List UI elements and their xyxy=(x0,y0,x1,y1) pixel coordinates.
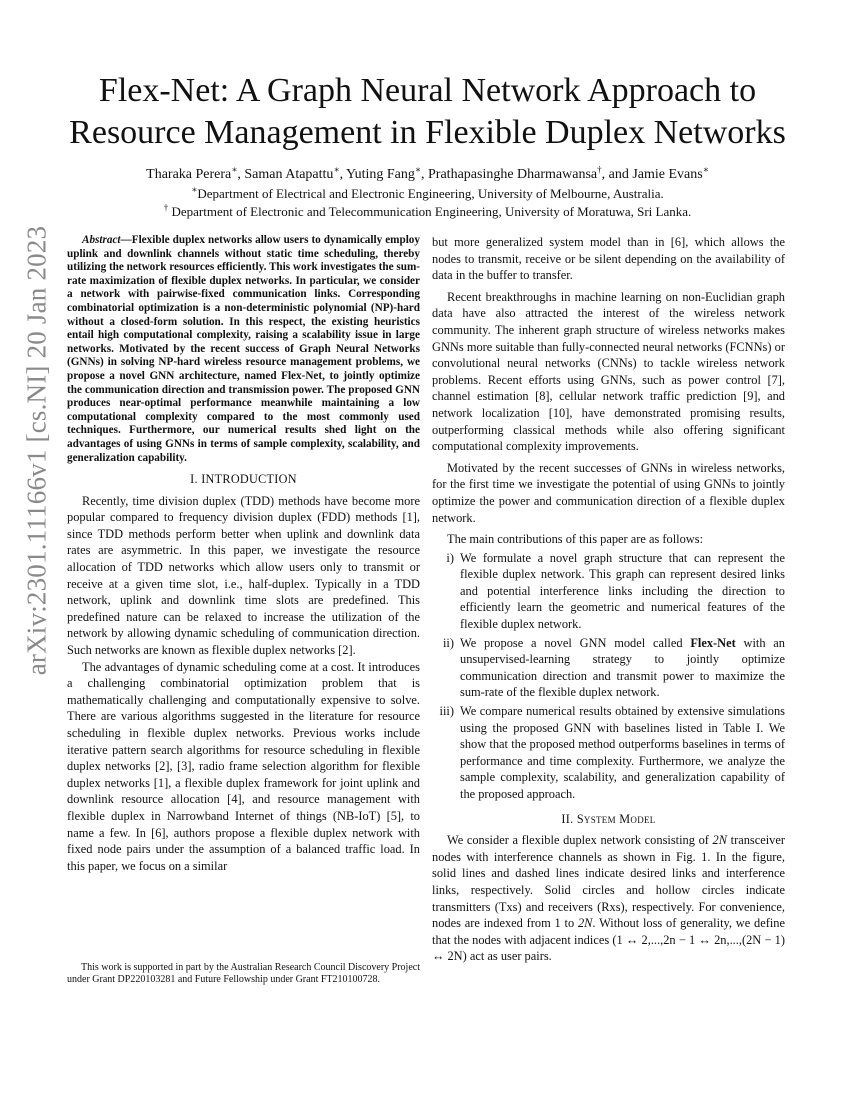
author-sep: , xyxy=(339,167,347,182)
author: Tharaka Perera xyxy=(146,167,232,182)
paragraph-continuation: but more generalized system model than in [6], which allows the nodes to transmit, receive or be silent depending on the availability of data in the buffer to transfer. xyxy=(432,235,785,283)
abstract-text: —Flexible duplex networks allow users to dynamically employ uplink and downlink channels without static time scheduling, thereby utilizing the network resources efficiently. This work investigates the sum-rate maximization of flexible duplex networks. In particular, we consider a network with pairwise-fixed communication links. Corresponding combinatorial optimization is a non-deterministic polynomial (NP)-hard without a closed-form solution. In this respect, the existing heuristics entail high computational complexity, raising a scalability issue in large networks. Motivated by the recent success of Graph Neural Networks (GNNs) in solving NP-hard wireless resource management problems, we propose a novel GNN architecture, named Flex-Net, to jointly optimize the communication direction and transmission power. The proposed GNN produces near-optimal performance meanwhile maintaining a low computational complexity compared to the most commonly used techniques. Furthermore, our numerical results shed light on the advantages of using GNNs in terms of sample complexity, scalability, and generalization capability. xyxy=(67,234,421,464)
paragraph xyxy=(432,832,785,965)
paragraph: Motivated by the recent successes of GNNs in wireless networks, for the first time we investigate the potential of using GNNs to jointly optimize the power and communication direction of a flexible duplex network. xyxy=(432,460,785,525)
author: Jamie Evans xyxy=(632,167,703,182)
abstract-label: Abstract xyxy=(82,234,121,246)
right-column xyxy=(432,234,785,965)
author-mark: † xyxy=(597,164,602,175)
section-title: System Model xyxy=(576,811,656,826)
author-list xyxy=(60,166,795,184)
text-part: transceiver nodes with interference channels as shown in Fig. 1. In the figure, solid lines and dashed lines indicate desired links and interference links, respectively. Solid circles and hollow circles indicate transmitters (Txs) and receivers (Rxs), respectively. For convenience, nodes are indexed from 1 to xyxy=(432,833,786,931)
arxiv-stamp-text: arXiv:2301.11166v1 [cs.NI] 20 Jan 2023 xyxy=(21,225,52,675)
list-item xyxy=(432,635,785,701)
author-mark: ∗ xyxy=(702,164,709,175)
list-item-text-part: with an unsupervised-learning strategy to jointly optimize communication direction and transmit power to maximize the sum-rate of the flexible duplex network. xyxy=(460,635,785,700)
author-mark: ∗ xyxy=(231,164,238,175)
author-sep: , and xyxy=(601,167,633,182)
list-item-text xyxy=(460,703,785,803)
math-expression: 2N xyxy=(712,833,728,848)
abstract xyxy=(67,234,420,465)
author-sep: , xyxy=(237,167,245,182)
affiliation-text: Department of Electronic and Telecommunication Engineering, University of Moratuwa, Sri Lanka. xyxy=(168,204,692,219)
funding-footnote: This work is supported in part by the Australian Research Council Discovery Project under Grant DP220103281 and Future Fellowship under Grant FT210100728. xyxy=(67,962,420,986)
model-name: Flex-Net xyxy=(690,635,736,650)
list-item xyxy=(432,550,785,633)
section-number: II. xyxy=(561,811,574,826)
list-item-text xyxy=(460,635,785,701)
section-title: INTRODUCTION xyxy=(201,472,297,487)
left-column xyxy=(67,234,420,874)
affiliation-2 xyxy=(60,203,795,220)
math-expression: (1 ↔ 2,...,2n − 1 ↔ 2n,...,(2N − 1) ↔ 2N) xyxy=(432,932,785,964)
author: Yuting Fang xyxy=(346,167,415,182)
text-part: We consider a flexible duplex network consisting of xyxy=(447,833,713,848)
list-item-text-part: We formulate a novel graph structure that can represent the flexible duplex network. This graph can represent desired links and potential interference links including the direction to efficiently learn the geometric and numerical features of the flexible duplex network. xyxy=(460,550,785,632)
list-item-number: i) xyxy=(446,550,454,565)
list-item-text xyxy=(460,550,785,633)
affiliation-1 xyxy=(60,185,795,202)
text-part: . Without loss of generality, we define that the nodes with adjacent indices xyxy=(432,916,785,947)
author-sep: , xyxy=(421,167,429,182)
list-item-text-part: We propose a novel GNN model called xyxy=(460,635,691,650)
contributions-list xyxy=(432,550,785,803)
author-mark: ∗ xyxy=(414,164,422,175)
list-item-text-part: We compare numerical results obtained by extensive simulations using the proposed GNN with baselines listed in Table I. We show that the proposed method outperforms baselines in terms of performance and time complexity. Furthermore, we analyze the sample complexity, scalability, and generalization capability of the proposed approach. xyxy=(460,704,785,801)
author: Prathapasinghe Dharmawansa xyxy=(428,167,598,182)
author: Saman Atapattu xyxy=(244,167,334,182)
author-mark: ∗ xyxy=(333,164,340,175)
affiliation-mark: † xyxy=(163,202,169,213)
paper-title: Flex-Net: A Graph Neural Network Approach to Resource Management in Flexible Duplex Networks xyxy=(69,72,786,151)
list-item-number: iii) xyxy=(439,704,454,719)
affiliation-mark: ∗ xyxy=(191,184,198,195)
section-number: I. xyxy=(190,472,198,487)
paragraph: The advantages of dynamic scheduling come at a cost. It introduces a challenging combinatorial optimization problem that is mathematically challenging and computationally expensive to solve. There are various algorithms suggested in the literature for resource scheduling in flexible duplex networks. Previous works include iterative pattern search algorithms for resource scheduling in flexible duplex networks [2], [3], radio frame selection algorithm for flexible duplex networks [1], a flexible duplex framework for joint uplink and downlink resource allocation [4], and resource management with flexible duplex in Narrowband Internet of things (NB-IoT) [5], to name a few. In [6], authors propose a flexible duplex network with fixed node pairs under the assumption of a balanced traffic load. In this paper, we focus on a similar xyxy=(67,659,420,873)
paragraph: Recent breakthroughs in machine learning on non-Euclidian graph data have also attracted the interest of the wireless network community. The inherent graph structure of wireless networks makes GNNs more suitable than fully-connected neural networks (FCNNs) or convolutional neural networks (CNNs) to tackle wireless network problems. Recent efforts using GNNs, such as power control [7], channel estimation [8], cellular network traffic prediction [9], and network localization [10], have demonstrated promising results, outperforming classical methods while also offering significant computational complexity improvements. xyxy=(432,289,785,454)
paragraph: Recently, time division duplex (TDD) methods have become more popular compared to frequency division duplex (FDD) methods [1], since TDD methods perform better when uplink and downlink data rates are asymmetric. In this paper, we investigate the resource allocation of TDD networks which allow users only to transmit or receive at a given time slot, i.e., half-duplex. Typically in a TDD network, uplink and downlink time slots are predefined. This predefined nature can be relaxed to increase the utilization of the network by allowing dynamic scheduling of communication direction. Such networks are known as flexible duplex networks [2]. xyxy=(67,493,420,658)
list-item xyxy=(432,703,785,803)
section-heading-system-model xyxy=(432,811,785,828)
paragraph: The main contributions of this paper are as follows: xyxy=(447,532,704,547)
affiliation-text: Department of Electrical and Electronic Engineering, University of Melbourne, Australia. xyxy=(197,186,664,201)
text-part: act as user pairs. xyxy=(466,949,552,964)
section-heading-introduction xyxy=(67,471,420,488)
math-expression: 2N xyxy=(577,916,593,931)
list-item-number: ii) xyxy=(442,635,454,650)
arxiv-stamp xyxy=(14,120,60,780)
